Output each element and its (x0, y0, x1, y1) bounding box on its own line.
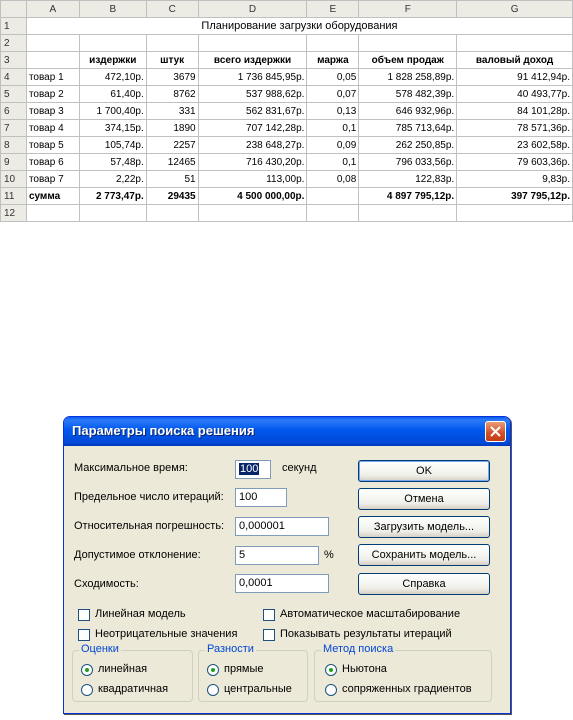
cell[interactable]: 105,74р. (79, 137, 146, 154)
cancel-button[interactable]: Отмена (358, 488, 490, 510)
differences-group (198, 643, 308, 702)
precision-value: 0,000001 (239, 520, 285, 532)
row-header[interactable]: 12 (1, 205, 27, 222)
cell[interactable] (359, 35, 457, 52)
row-header[interactable]: 5 (1, 86, 27, 103)
iterations-label: Предельное число итераций: (74, 491, 224, 503)
radio-selected-dot (85, 668, 89, 672)
cell[interactable]: 562 831,67р. (198, 103, 307, 120)
cell[interactable]: 51 (146, 171, 198, 188)
close-button[interactable] (485, 421, 506, 442)
cell[interactable] (79, 35, 146, 52)
row-header[interactable]: 10 (1, 171, 27, 188)
cell[interactable] (198, 205, 307, 222)
tolerance-input[interactable] (235, 546, 319, 565)
cell[interactable] (26, 205, 79, 222)
dialog-title: Параметры поиска решения (72, 423, 255, 438)
search-method-group-title: Метод поиска (323, 643, 394, 655)
cell[interactable]: товар 7 (26, 171, 79, 188)
table-row (1, 205, 573, 222)
iterations-input[interactable] (235, 488, 287, 507)
total-cell[interactable]: 397 795,12р. (457, 188, 573, 205)
dialog-titlebar[interactable] (64, 417, 510, 446)
cell[interactable]: 374,15р. (79, 120, 146, 137)
cell[interactable]: 646 932,96р. (359, 103, 457, 120)
total-cell[interactable]: 4 897 795,12р. (359, 188, 457, 205)
cell[interactable]: товар 6 (26, 154, 79, 171)
cell[interactable]: 2,22р. (79, 171, 146, 188)
cell[interactable]: 785 713,64р. (359, 120, 457, 137)
table-row (1, 18, 573, 35)
tolerance-unit: % (324, 549, 334, 561)
cell[interactable]: 79 603,36р. (457, 154, 573, 171)
max-time-unit: секунд (282, 462, 317, 474)
cell[interactable]: 0,1 (307, 154, 359, 171)
linear-model-checkbox[interactable] (78, 609, 90, 621)
table-row (1, 86, 573, 103)
row-header[interactable]: 8 (1, 137, 27, 154)
cell[interactable]: 0,05 (307, 69, 359, 86)
cell[interactable] (146, 35, 198, 52)
row-header[interactable]: 3 (1, 52, 27, 69)
cell[interactable]: 578 482,39р. (359, 86, 457, 103)
col-header-e[interactable]: E (307, 1, 359, 18)
cell[interactable]: товар 1 (26, 69, 79, 86)
estimates-linear-radio[interactable] (81, 664, 93, 676)
col-header-a[interactable]: A (26, 1, 79, 18)
table-row (1, 171, 573, 188)
cell[interactable] (307, 205, 359, 222)
estimates-linear-label[interactable]: линейная (98, 663, 148, 675)
search-conjugate-radio[interactable] (325, 684, 337, 696)
col-header-d[interactable]: D (198, 1, 307, 18)
cell[interactable]: 122,83р. (359, 171, 457, 188)
table-row (1, 188, 573, 205)
select-all-corner[interactable] (1, 1, 27, 18)
cell[interactable]: товар 5 (26, 137, 79, 154)
col-header-b[interactable]: B (79, 1, 146, 18)
col-header-g[interactable]: G (457, 1, 573, 18)
differences-forward-label[interactable]: прямые (224, 663, 264, 675)
cell[interactable]: 23 602,58р. (457, 137, 573, 154)
total-cell[interactable]: 29435 (146, 188, 198, 205)
header-cell[interactable]: штук (146, 52, 198, 69)
table-row (1, 103, 573, 120)
cell[interactable] (307, 35, 359, 52)
row-header[interactable]: 1 (1, 18, 27, 35)
estimates-quadratic-label[interactable]: квадратичная (98, 683, 169, 695)
row-header[interactable]: 11 (1, 188, 27, 205)
show-iterations-label[interactable]: Показывать результаты итераций (280, 628, 452, 640)
tolerance-label: Допустимое отклонение: (74, 549, 201, 561)
cell[interactable]: 0,09 (307, 137, 359, 154)
total-cell[interactable]: 4 500 000,00р. (198, 188, 307, 205)
search-conjugate-label[interactable]: сопряженных градиентов (342, 683, 472, 695)
header-cell[interactable]: издержки (79, 52, 146, 69)
tolerance-value: 5 (239, 549, 246, 561)
col-header-f[interactable]: F (359, 1, 457, 18)
sheet-grid (0, 0, 573, 222)
estimates-group-title: Оценки (81, 643, 119, 655)
cell[interactable] (146, 205, 198, 222)
header-cell[interactable]: всего издержки (198, 52, 307, 69)
convergence-value: 0,0001 (239, 577, 273, 589)
cell[interactable]: товар 4 (26, 120, 79, 137)
max-time-input[interactable] (235, 460, 271, 479)
total-cell[interactable]: сумма (26, 188, 79, 205)
cell[interactable]: 331 (146, 103, 198, 120)
row-header[interactable]: 6 (1, 103, 27, 120)
cell[interactable]: товар 2 (26, 86, 79, 103)
column-header-row (1, 1, 573, 18)
row-header[interactable]: 2 (1, 35, 27, 52)
load-model-button[interactable]: Загрузить модель... (358, 516, 490, 538)
show-iterations-checkbox[interactable] (263, 629, 275, 641)
cell[interactable]: 238 648,27р. (198, 137, 307, 154)
help-button[interactable]: Справка (358, 573, 490, 595)
cell[interactable] (457, 35, 573, 52)
cell[interactable] (79, 205, 146, 222)
search-newton-label[interactable]: Ньютона (342, 663, 387, 675)
cell[interactable]: 0,07 (307, 86, 359, 103)
cell[interactable]: 9,83р. (457, 171, 573, 188)
cell[interactable]: 0,08 (307, 171, 359, 188)
header-cell[interactable]: валовый доход (457, 52, 573, 69)
cell[interactable]: 1890 (146, 120, 198, 137)
differences-central-radio[interactable] (207, 684, 219, 696)
cell[interactable]: товар 3 (26, 103, 79, 120)
cell[interactable]: 0,13 (307, 103, 359, 120)
linear-model-label[interactable]: Линейная модель (95, 608, 186, 620)
cell[interactable]: 78 571,36р. (457, 120, 573, 137)
cell[interactable]: 84 101,28р. (457, 103, 573, 120)
spreadsheet (0, 0, 573, 219)
cell[interactable] (359, 205, 457, 222)
row-header[interactable]: 4 (1, 69, 27, 86)
auto-scaling-label[interactable]: Автоматическое масштабирование (280, 608, 461, 620)
max-time-label: Максимальное время: (74, 462, 188, 474)
row-header[interactable]: 7 (1, 120, 27, 137)
sheet-title-cell[interactable]: Планирование загрузки оборудования (26, 18, 572, 35)
col-header-c[interactable]: C (146, 1, 198, 18)
radio-selected-dot (329, 668, 333, 672)
precision-label: Относительная погрешность: (74, 520, 225, 532)
cell[interactable]: 1 700,40р. (79, 103, 146, 120)
iterations-value: 100 (239, 491, 258, 503)
cell[interactable]: 0,1 (307, 120, 359, 137)
cell[interactable]: 262 250,85р. (359, 137, 457, 154)
non-negative-checkbox[interactable] (78, 629, 90, 641)
cell[interactable] (26, 52, 79, 69)
cell[interactable]: 2257 (146, 137, 198, 154)
cell[interactable]: 8762 (146, 86, 198, 103)
differences-group-title: Разности (207, 643, 254, 655)
differences-central-label[interactable]: центральные (224, 683, 292, 695)
cell[interactable] (198, 35, 307, 52)
total-cell[interactable]: 2 773,47р. (79, 188, 146, 205)
save-model-button[interactable]: Сохранить модель... (358, 544, 490, 566)
cell[interactable]: 796 033,56р. (359, 154, 457, 171)
cell[interactable]: 3679 (146, 69, 198, 86)
ok-button[interactable]: OK (358, 460, 490, 482)
header-cell[interactable]: объем продаж (359, 52, 457, 69)
cell[interactable]: 61,40р. (79, 86, 146, 103)
table-row (1, 154, 573, 171)
cell[interactable]: 537 988,62р. (198, 86, 307, 103)
cell[interactable]: 716 430,20р. (198, 154, 307, 171)
table-row (1, 120, 573, 137)
total-cell[interactable] (307, 188, 359, 205)
convergence-label: Сходимость: (74, 578, 139, 590)
non-negative-label[interactable]: Неотрицательные значения (95, 628, 238, 640)
estimates-group (72, 643, 193, 702)
close-icon (490, 426, 501, 437)
cell[interactable] (26, 35, 79, 52)
convergence-input[interactable] (235, 574, 329, 593)
solver-options-dialog (63, 416, 511, 714)
table-row (1, 69, 573, 86)
cell[interactable]: 12465 (146, 154, 198, 171)
estimates-quadratic-radio[interactable] (81, 684, 93, 696)
cell[interactable]: 113,00р. (198, 171, 307, 188)
cell[interactable]: 57,48р. (79, 154, 146, 171)
cell[interactable]: 707 142,28р. (198, 120, 307, 137)
table-row (1, 52, 573, 69)
cell[interactable] (457, 205, 573, 222)
row-header[interactable]: 9 (1, 154, 27, 171)
cell[interactable]: 40 493,77р. (457, 86, 573, 103)
cell[interactable]: 91 412,94р. (457, 69, 573, 86)
auto-scaling-checkbox[interactable] (263, 609, 275, 621)
search-newton-radio[interactable] (325, 664, 337, 676)
radio-selected-dot (211, 668, 215, 672)
header-cell[interactable]: маржа (307, 52, 359, 69)
differences-forward-radio[interactable] (207, 664, 219, 676)
search-method-group (314, 643, 492, 702)
table-row (1, 137, 573, 154)
max-time-value: 100 (240, 463, 259, 475)
cell[interactable]: 1 736 845,95р. (198, 69, 307, 86)
table-row (1, 35, 573, 52)
precision-input[interactable] (235, 517, 329, 536)
cell[interactable]: 472,10р. (79, 69, 146, 86)
cell[interactable]: 1 828 258,89р. (359, 69, 457, 86)
